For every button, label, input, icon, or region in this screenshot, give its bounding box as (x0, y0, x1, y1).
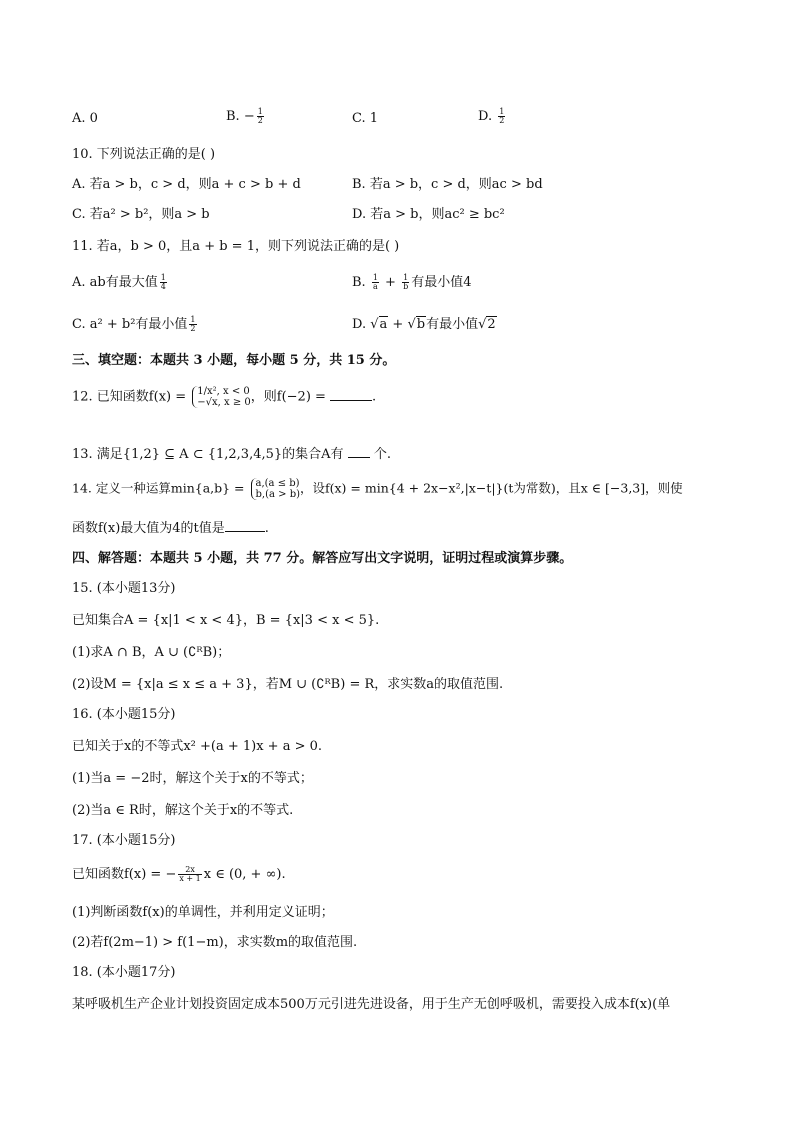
q9-option-b: B. − $\frac{1}{2}$ (226, 107, 263, 125)
q13: 13. 满足{1,2} ⊆ A ⊂ {1,2,3,4,5}的集合A有 个. (72, 447, 391, 462)
q10-option-c: C. 若a² > b²，则a > b (72, 207, 210, 222)
q17-stem: 已知函数f(x) = − $\frac{2x}{x + 1}$ x ∈ (0, + ∞). (72, 865, 286, 883)
q18-heading: 18. (本小题17分) (72, 965, 176, 980)
q14-piecewise: a,(a ≤ b) b,(a > b) (251, 478, 300, 500)
q10-option-d: D. 若a > b，则ac² ≥ bc² (352, 207, 505, 222)
q15-part-2: (2)设M = {x|a ≤ x ≤ a + 3}，若M ∪ (∁ᴿB) = R，求实数a的取值范围. (72, 677, 504, 692)
q11-option-a: A. ab有最大值 $\frac{1}{4}$ (72, 273, 166, 291)
section-3-heading: 三、填空题：本题共 3 小题，每小题 5 分，共 15 分。 (72, 353, 396, 368)
q10-option-a: A. 若a > b，c > d，则a + c > b + d (72, 177, 301, 192)
q11-option-b: B. $\frac{1}{a}$ + $\frac{1}{b}$ 有最小值4 (352, 273, 472, 291)
q11-option-d: D. √a + √b有最小值√2 (352, 317, 496, 332)
q18-stem: 某呼吸机生产企业计划投资固定成本500万元引进先进设备，用于生产无创呼吸机，需要投入成本f(x)(单 (72, 997, 671, 1012)
q9-option-c: C. 1 (352, 111, 379, 126)
q9-option-d: D. $\frac{1}{2}$ (478, 107, 505, 125)
q10-option-b: B. 若a > b，c > d，则ac > bd (352, 177, 543, 192)
q12-answer-blank[interactable] (330, 400, 372, 401)
q16-stem: 已知关于x的不等式x² +(a + 1)x + a > 0. (72, 739, 323, 754)
q15-part-1: (1)求A ∩ B，A ∪ (∁ᴿB)； (72, 645, 231, 660)
q13-answer-blank[interactable] (348, 457, 370, 458)
q14-answer-blank[interactable] (225, 531, 265, 532)
q17-part-2: (2)若f(2m−1) > f(1−m)，求实数m的取值范围. (72, 935, 358, 950)
q17-part-1: (1)判断函数f(x)的单调性，并利用定义证明； (72, 905, 334, 920)
q10-stem: 10. 下列说法正确的是( ) (72, 147, 216, 162)
q16-part-1: (1)当a = −2时，解这个关于x的不等式； (72, 771, 313, 786)
q9-option-a: A. 0 (72, 111, 98, 126)
q11-option-c: C. a² + b²有最小值 $\frac{1}{2}$ (72, 315, 196, 333)
q16-heading: 16. (本小题15分) (72, 707, 176, 722)
q15-stem: 已知集合A = {x|1 < x < 4}，B = {x|3 < x < 5}. (72, 613, 380, 628)
q14-line-2: 函数f(x)最大值为4的t值是 . (72, 521, 269, 536)
section-4-heading: 四、解答题：本题共 5 小题，共 77 分。解答应写出文字说明，证明过程或演算步骤。 (72, 551, 573, 566)
q15-heading: 15. (本小题13分) (72, 581, 176, 596)
q12-piecewise: 1/x², x < 0 −√x, x ≥ 0 (192, 386, 251, 408)
q17-heading: 17. (本小题15分) (72, 833, 176, 848)
q14-line-1: 14. 定义一种运算min{a,b} = a,(a ≤ b) b,(a > b) ，设f(x) = min{4 + 2x−x²,|x−t|}(t为常数)，且x ∈ [−3,3]，则使 (72, 478, 683, 500)
q11-stem: 11. 若a，b > 0，且a + b = 1，则下列说法正确的是( ) (72, 239, 400, 254)
q12: 12. 已知函数f(x) = 1/x², x < 0 −√x, x ≥ 0 ，则f(−2) = . (72, 386, 377, 408)
q16-part-2: (2)当a ∈ R时，解这个关于x的不等式. (72, 803, 294, 818)
